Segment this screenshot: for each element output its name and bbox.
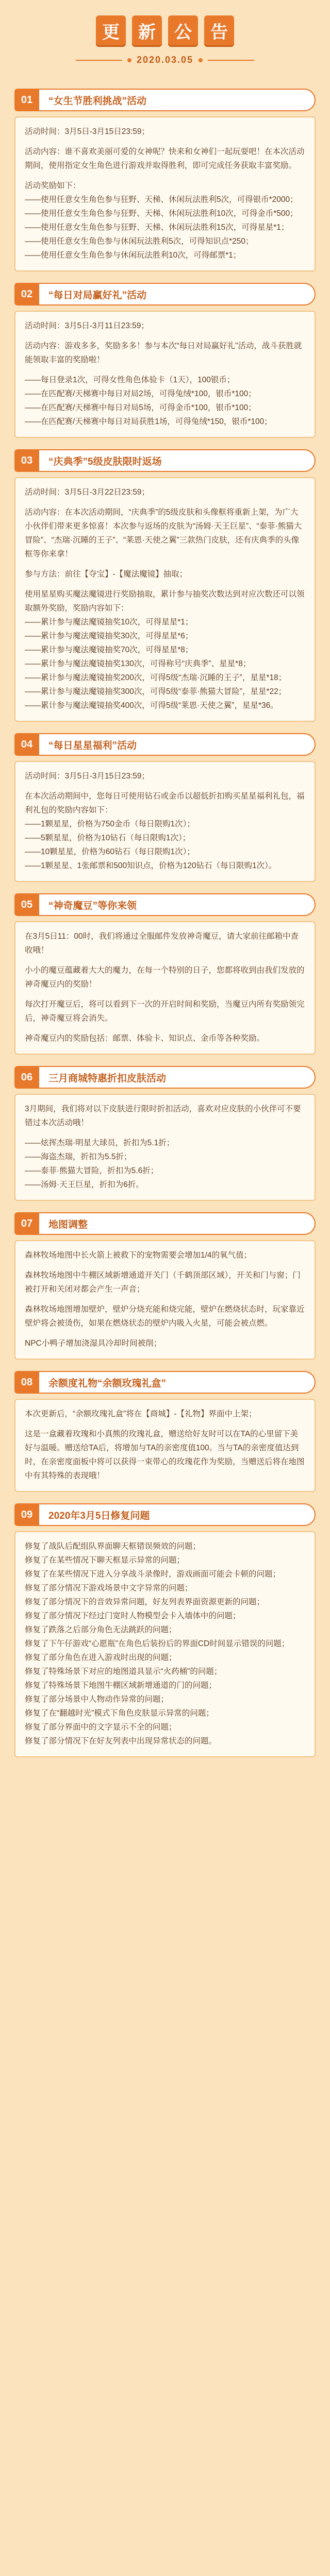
body-line: 修复了特殊场景下对应的地图道具显示“火药桶”的问题； bbox=[25, 1667, 222, 1676]
section-header bbox=[14, 88, 316, 112]
announcement-date: 2020.03.05 bbox=[136, 55, 194, 65]
section-title: 余额度礼物“余额玫瑰礼盒” bbox=[39, 1371, 316, 1394]
section-body bbox=[14, 1399, 316, 1492]
body-line: 活动内容：游戏多多，奖励多多！参与本次“每日对局赢好礼”活动，战斗获胜就能领取丰富的奖励啦！ bbox=[25, 342, 302, 364]
body-line: ——累计参与魔法魔镜抽奖70次，可得星星*8； bbox=[25, 646, 193, 654]
body-line: 修复了特殊场景下地图牛棚区域新增通道的门的问题； bbox=[25, 1681, 217, 1690]
body-line: 修复了部分场景中人物动作异常的问题； bbox=[25, 1695, 169, 1704]
section-body bbox=[14, 311, 316, 438]
body-line: 森林牧场地图增加壁炉，壁炉分烧充能和烧完能，壁炉在燃烧状态时，玩家靠近壁炉将会被烫伤，如果在燃烧状态的壁炉内吸入火星，可能会被点燃。 bbox=[25, 1305, 305, 1328]
body-line: 修复了战队后配组队界面聊天框错误频效的问题； bbox=[25, 1542, 201, 1551]
body-line: ——累计参与魔法魔镜抽奖200次，可得5级“杰瑞·沉睡的王子”，星星*18； bbox=[25, 673, 287, 682]
section-title: 地图调整 bbox=[39, 1212, 316, 1235]
title-char: 更 bbox=[96, 15, 126, 45]
body-line: ——汤姆·天王巨星，折扣为6折。 bbox=[25, 1180, 144, 1189]
announcement-header bbox=[14, 0, 316, 77]
body-line: ——使用任意女生角色参与休闲玩法胜利5次，可得知识点*250； bbox=[25, 237, 254, 246]
body-line: 活动奖励如下： bbox=[25, 181, 81, 190]
section-number: 09 bbox=[14, 1503, 39, 1526]
body-line: 森林牧场地图中长火箭上被救下的宠物需要会增加1/4的氧气值； bbox=[25, 1251, 252, 1260]
body-line: 修复了在某些情况下进入分享战斗录像时，游戏画面可能会卡顿的问题； bbox=[25, 1570, 281, 1579]
paragraph-gap bbox=[25, 957, 305, 963]
notice-section bbox=[14, 448, 316, 722]
section-header bbox=[14, 1065, 316, 1090]
title-char: 新 bbox=[132, 15, 162, 45]
body-line: 活动内容：在本次活动期间，“庆典季”的5级皮肤和头像框将重新上架，为广大小伙伴们带来更多惊喜！本次参与返场的皮肤为“汤姆·天王巨星”、“泰菲·熊猫大冒险”、“杰瑞·沉睡的王子”、“莱恩·天使之翼”三款热门皮肤，还有庆典季的头像框等你来拿！ bbox=[25, 508, 302, 558]
body-line: ——在匹配赛/天梯赛中每日对局5场，可得金币*100，银币*100； bbox=[25, 403, 256, 412]
body-line: 神奇魔豆内的奖励包括：邮票、体验卡、知识点、金币等各种奖励。 bbox=[25, 1034, 265, 1043]
section-title: “每日星星福利”活动 bbox=[39, 733, 316, 756]
body-line: ——泰菲·熊猫大冒险，折扣为5.6折； bbox=[25, 1166, 159, 1175]
body-line: 修复了部分情况下经过门宽时人物模型会卡入墙体中的问题； bbox=[25, 1612, 241, 1620]
body-line: ——10颗星星，价格为60钻石（每日限购1次）； bbox=[25, 848, 195, 856]
paragraph-gap bbox=[25, 333, 305, 339]
section-title: 三月商城特惠折扣皮肤活动 bbox=[39, 1066, 316, 1089]
notice-section bbox=[14, 1502, 316, 1757]
section-title: “每日对局赢好礼”活动 bbox=[39, 283, 316, 306]
notice-section bbox=[14, 88, 316, 272]
body-line: 本次更新后，“余额玫瑰礼盒”将在【商城】-【礼物】界面中上架； bbox=[25, 1410, 257, 1418]
body-line: ——累计参与魔法魔镜抽奖130次，可得称号“庆典季”、星星*8； bbox=[25, 659, 251, 668]
notice-section bbox=[14, 892, 316, 1055]
paragraph-gap bbox=[25, 561, 305, 567]
section-header bbox=[14, 1370, 316, 1395]
section-body bbox=[14, 1240, 316, 1360]
body-line: ——在匹配赛/天梯赛中每日对局2场，可得兔绒*100，银币*100； bbox=[25, 389, 256, 398]
body-line: NPC小鸭子增加浇湿具冷却时间被削； bbox=[25, 1339, 162, 1348]
body-line: 小小的魔豆蕴藏着大大的魔力，在每一个特别的日子，您都将收到由我们发放的神奇魔豆内的奖励！ bbox=[25, 966, 305, 989]
body-line: ——累计参与魔法魔镜抽奖10次，可得星星*1； bbox=[25, 618, 193, 626]
body-line: 活动时间：3月5日-3月15日23:59； bbox=[25, 127, 150, 136]
body-line: 修复了部分界面中的文字显示不全的问题； bbox=[25, 1723, 177, 1732]
section-title: 2020年3月5日修复问题 bbox=[39, 1503, 316, 1526]
body-line: 修复了在“翻越时光”模式下角色皮肤显示异常的问题； bbox=[25, 1709, 214, 1718]
divider bbox=[76, 60, 122, 61]
section-title: “神奇魔豆”等你来领 bbox=[39, 893, 316, 916]
body-line: 3月期间，我们将对以下皮肤进行限时折扣活动，喜欢对应皮肤的小伙伴可不要错过本次活动哦！ bbox=[25, 1105, 301, 1127]
sections-container bbox=[14, 88, 316, 1757]
paragraph-gap bbox=[25, 139, 305, 145]
body-line: 活动内容：谁不喜欢美丽可爱的女神呢？快来和女神们一起玩耍吧！在本次活动期间，使用指定女生角色进行游戏并取得胜利，即可完成任务获取丰富奖励。 bbox=[25, 147, 305, 170]
body-line: ——累计参与魔法魔镜抽奖400次，可得5级“莱恩·天使之翼”，星星*36。 bbox=[25, 701, 278, 710]
title-char: 告 bbox=[204, 15, 234, 45]
notice-section bbox=[14, 1211, 316, 1360]
section-number: 06 bbox=[14, 1066, 39, 1089]
section-title: “庆典季”5级皮肤限时返场 bbox=[39, 449, 316, 472]
body-line: ——使用任意女生角色参与狂野、天梯、休闲玩法胜利5次，可得银币*2000； bbox=[25, 195, 298, 204]
body-line: ——累计参与魔法魔镜抽奖300次，可得5级“泰菲·熊猫大冒险”，星星*22； bbox=[25, 687, 287, 696]
body-line: 在3月5日11：00时，我们将通过全服邮件发放神奇魔豆，请大家前往邮箱中查收哦！ bbox=[25, 932, 299, 955]
body-line: ——1颗星星、1张邮票和500知识点，价格为120钻石（每日限购1次）。 bbox=[25, 861, 277, 870]
body-line: 修复了跌落之后部分角色无法跳跃的问题； bbox=[25, 1625, 177, 1634]
title-row bbox=[14, 0, 316, 45]
paragraph-gap bbox=[25, 1262, 305, 1268]
notice-section bbox=[14, 1065, 316, 1201]
body-line: ——使用任意女生角色参与狂野、天梯、休闲玩法胜利15次，可得星星*1； bbox=[25, 223, 289, 232]
body-line: 修复了部分情况下游戏场景中文字异常的问题； bbox=[25, 1584, 193, 1592]
body-line: 活动时间：3月5日-3月11日23:59； bbox=[25, 321, 149, 330]
section-body bbox=[14, 477, 316, 722]
section-header bbox=[14, 448, 316, 473]
section-header bbox=[14, 1502, 316, 1527]
body-line: 修复了部分角色在进入游戏时出现的问题； bbox=[25, 1653, 177, 1662]
date-line bbox=[14, 55, 316, 65]
section-body bbox=[14, 921, 316, 1055]
notice-section bbox=[14, 282, 316, 438]
section-number: 02 bbox=[14, 283, 39, 306]
body-line: 森林牧场地图中牛棚区域新增通道开关门（千鹤顶部区域），开关和门与窗；门被打开和关闭对都会产生一声音； bbox=[25, 1271, 301, 1294]
section-body bbox=[14, 761, 316, 882]
section-number: 05 bbox=[14, 893, 39, 916]
body-line: ——使用任意女生角色参与休闲玩法胜利10次，可得邮票*1； bbox=[25, 251, 241, 260]
body-line: ——在匹配赛/天梯赛中每日对局获胜1场，可得兔绒*150，银币*100； bbox=[25, 417, 272, 426]
body-line: 使用星星购买魔法魔镜进行奖励抽取，累计参与抽奖次数达到对应次数还可以领取额外奖励，奖励内容如下： bbox=[25, 590, 305, 613]
body-line: ——累计参与魔法魔镜抽奖30次，可得星星*6； bbox=[25, 632, 193, 640]
body-line: 在本次活动期间中，您每日可使用钻石或金币以超低折扣购买星星福利礼包，福利礼包的奖励内容如下： bbox=[25, 792, 305, 815]
section-header bbox=[14, 732, 316, 757]
section-title: “女生节胜利挑战”活动 bbox=[39, 89, 316, 111]
section-body bbox=[14, 1531, 316, 1757]
title-char: 公 bbox=[168, 15, 198, 45]
section-number: 01 bbox=[14, 89, 39, 111]
body-line: ——1颗星星，价格为750金币（每日限购1次）； bbox=[25, 820, 195, 828]
paragraph-gap bbox=[25, 1130, 305, 1136]
section-number: 03 bbox=[14, 449, 39, 472]
body-line: 这是一盒藏着玫瑰和小真熊的玫瑰礼盒，赠送给好友时可以在TA的心里留下美好与温暖。赠送给TA后，将增加与TA的亲密度值100。当与TA的亲密度值达到时，在亲密度面板中将可以获得一束带心的玫瑰花作为奖励，当赠送后将在地图中有其特殊的表现哦！ bbox=[25, 1430, 305, 1480]
dot-icon bbox=[199, 58, 203, 62]
section-header bbox=[14, 282, 316, 307]
paragraph-gap bbox=[25, 1330, 305, 1336]
body-line: 修复了下午仔游戏“心愿瓶”在角色后装扮后的界面CD时间显示错误的问题； bbox=[25, 1639, 290, 1648]
body-line: 参与方法：前往【夺宝】-【魔法魔镜】抽取； bbox=[25, 570, 188, 579]
paragraph-gap bbox=[25, 1421, 305, 1427]
paragraph-gap bbox=[25, 783, 305, 789]
notice-section bbox=[14, 732, 316, 882]
section-header bbox=[14, 892, 316, 917]
body-line: ——5颗星星，价格为10钻石（每日限购1次）； bbox=[25, 834, 191, 842]
paragraph-gap bbox=[25, 991, 305, 997]
section-number: 08 bbox=[14, 1371, 39, 1394]
paragraph-gap bbox=[25, 581, 305, 587]
paragraph-gap bbox=[25, 1296, 305, 1302]
body-line: 活动时间：3月5日-3月22日23:59； bbox=[25, 488, 150, 497]
dot-icon bbox=[127, 58, 131, 62]
body-line: 修复了在某些情况下聊天框显示异常的问题； bbox=[25, 1556, 185, 1565]
section-number: 04 bbox=[14, 733, 39, 756]
body-line: 修复了部分情况下在好友列表中出现异常状态的问题。 bbox=[25, 1737, 217, 1745]
section-body bbox=[14, 1094, 316, 1201]
paragraph-gap bbox=[25, 367, 305, 373]
paragraph-gap bbox=[25, 499, 305, 505]
paragraph-gap bbox=[25, 1025, 305, 1031]
body-line: ——海盗杰瑞，折扣为5.5折； bbox=[25, 1153, 132, 1161]
section-body bbox=[14, 116, 316, 272]
body-line: ——炫挥杰瑞·明星大球员，折扣为5.1折； bbox=[25, 1139, 175, 1147]
divider bbox=[208, 60, 254, 61]
paragraph-gap bbox=[25, 173, 305, 179]
body-line: ——每日登录1次，可得女性角色体验卡（1天），100银币； bbox=[25, 376, 235, 384]
section-number: 07 bbox=[14, 1212, 39, 1235]
notice-section bbox=[14, 1370, 316, 1492]
body-line: 修复了部分情况下的音效异常问题，好友列表界面资源更新的问题； bbox=[25, 1598, 265, 1606]
body-line: 活动时间：3月5日-3月15日23:59； bbox=[25, 772, 150, 781]
body-line: ——使用任意女生角色参与狂野、天梯、休闲玩法胜利10次，可得金币*500； bbox=[25, 209, 298, 218]
section-header bbox=[14, 1211, 316, 1236]
body-line: 每次打开魔豆后，将可以看到下一次的开启时间和奖励，当魔豆内所有奖励领完后，神奇魔豆将会消失。 bbox=[25, 1000, 305, 1023]
